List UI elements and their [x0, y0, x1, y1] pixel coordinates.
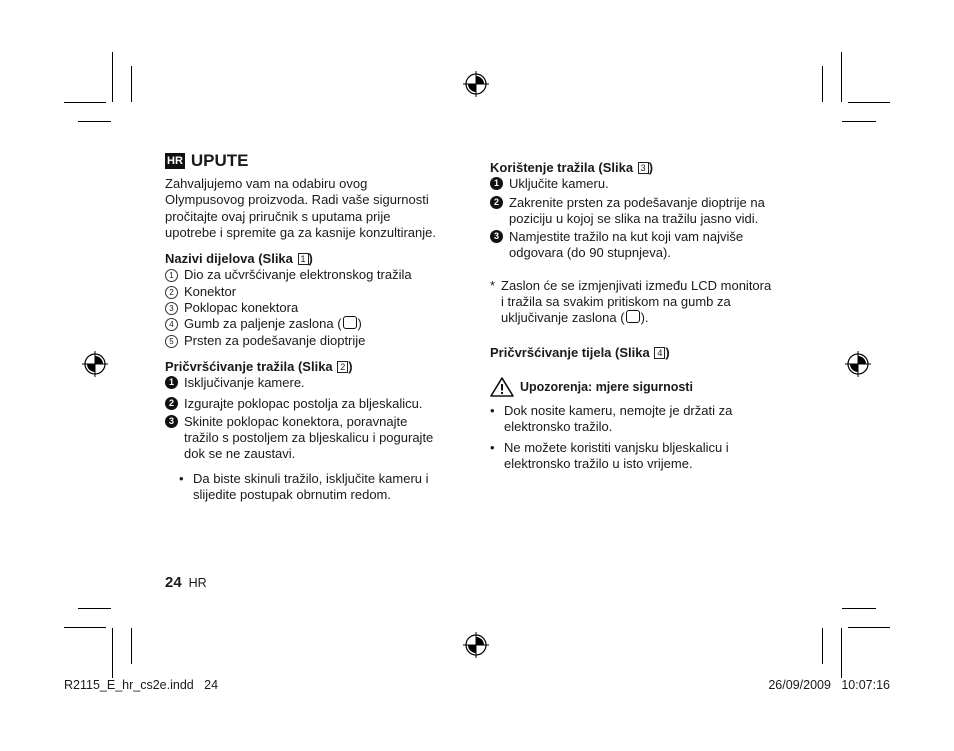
list-item [165, 316, 465, 332]
step-item [490, 195, 800, 228]
warning-heading-row [490, 377, 800, 397]
body-attach-heading-close: ) [665, 344, 670, 360]
list-item [165, 333, 465, 349]
parts-heading-text: Nazivi dijelova (Slika [165, 251, 293, 267]
step-item [490, 176, 800, 192]
step-text: Zakrenite prsten za podešavanje dioptrije na [509, 194, 765, 210]
use-heading-text: Korištenje tražila (Slika [490, 160, 634, 175]
crop-mark [841, 628, 842, 678]
step-item [165, 375, 465, 391]
crop-mark [64, 627, 106, 628]
bullet-icon: • [490, 439, 495, 455]
figure-number: 4 [654, 347, 665, 359]
step-text: dok se ne zaustavi. [184, 446, 296, 462]
warning-text: elektronsko tražilo u isto vrijeme. [504, 455, 693, 471]
step-text: tražilo s postoljem za bljeskalicu i pogurajte [184, 430, 434, 446]
warning-heading: Upozorenja: mjere sigurnosti [520, 379, 693, 394]
crop-mark [841, 52, 842, 102]
crop-mark [848, 102, 890, 103]
body-attach-heading [490, 345, 800, 361]
step-text: Izgurajte poklopac postolja za bljeskalicu. [184, 395, 423, 411]
crop-mark [131, 628, 132, 664]
step-number: 1 [490, 177, 503, 190]
registration-mark-icon [82, 351, 108, 377]
use-heading-close: ) [648, 160, 654, 175]
bullet-icon: • [490, 402, 495, 418]
registration-mark-icon [463, 632, 489, 658]
step-item [490, 229, 800, 262]
item-text: Poklopac konektora [184, 300, 299, 316]
language-badge: HR [167, 155, 183, 167]
crop-mark [64, 102, 106, 103]
note-text: slijedite postupak obrnutim redom. [193, 487, 391, 503]
step-text: Isključivanje kamere. [184, 375, 305, 391]
step-item [165, 414, 465, 463]
item-text-part: ) [357, 316, 362, 332]
crop-mark [842, 121, 876, 122]
intro-line: pročitajte ovaj priručnik s uputama prije [165, 208, 391, 224]
page-number-row [165, 574, 207, 591]
item-number: 4 [165, 318, 178, 331]
note-text [501, 310, 771, 326]
crop-mark [822, 66, 823, 102]
step-text: Uključite kameru. [509, 176, 609, 192]
crop-mark [131, 66, 132, 102]
list-item [165, 267, 465, 283]
attach-heading-text: Pričvršćivanje tražila (Slika [165, 358, 333, 374]
crop-mark [112, 52, 113, 102]
item-number: 2 [165, 286, 178, 299]
asterisk-note [490, 278, 800, 327]
body-attach-heading-text: Pričvršćivanje tijela (Slika [490, 344, 650, 360]
crop-mark [78, 121, 111, 122]
step-number: 1 [165, 376, 178, 389]
step-text: Namjestite tražilo na kut koji vam najviše [509, 229, 744, 245]
note-item [179, 471, 465, 504]
asterisk-icon: * [490, 277, 496, 293]
registration-mark-icon [845, 351, 871, 377]
list-item [165, 300, 465, 316]
left-column [165, 152, 465, 503]
page-lang: HR [188, 576, 207, 590]
warning-item [490, 440, 800, 473]
intro-line: upotrebe i spremite ga za kasnije konzultiranje. [165, 224, 436, 240]
display-button-icon [343, 316, 357, 329]
warning-text: Dok nosite kameru, nemojte je držati za [504, 402, 733, 418]
crop-mark [112, 628, 113, 678]
page-number: 24 [165, 574, 182, 591]
crop-mark [822, 628, 823, 664]
warning-triangle-icon [490, 377, 514, 397]
step-number: 2 [165, 397, 178, 410]
title-row [165, 152, 465, 170]
display-button-icon [626, 310, 640, 323]
note-text: Da biste skinuli tražilo, isključite kameru i [193, 470, 429, 486]
right-column [490, 160, 800, 472]
crop-mark [842, 608, 876, 609]
registration-mark-icon [463, 71, 489, 97]
parts-heading [165, 251, 465, 267]
item-number: 1 [165, 269, 178, 282]
item-text: Prsten za podešavanje dioptrije [184, 332, 366, 348]
warning-item [490, 403, 800, 436]
figure-number: 2 [337, 361, 348, 373]
item-text: Konektor [184, 283, 237, 299]
intro-paragraph [165, 176, 465, 241]
step-text: poziciju u kojoj se slika na tražilu jasno vidi. [509, 210, 759, 226]
item-text-part: Gumb za paljenje zaslona ( [184, 316, 342, 332]
step-text: odgovara (do 90 stupnjeva). [509, 245, 671, 261]
step-item [165, 396, 465, 412]
item-number: 3 [165, 302, 178, 315]
crop-mark [78, 608, 111, 609]
intro-line: Zahvaljujemo vam na odabiru ovog [165, 176, 368, 191]
step-text: Skinite poklopac konektora, poravnajte [184, 413, 408, 429]
note-text: Zaslon će se izmjenjivati između LCD monitora [501, 277, 772, 293]
item-text [184, 316, 362, 332]
step-number: 3 [165, 415, 178, 428]
note-text: i tražila sa svakim pritiskom na gumb za [501, 294, 731, 310]
parts-heading-close: ) [308, 251, 313, 267]
step-number: 2 [490, 196, 503, 209]
item-text: Dio za učvršćivanje elektronskog tražila [184, 267, 412, 283]
date-slug: 26/09/2009 10:07:16 [768, 678, 890, 692]
intro-line: Olympusovog proizvoda. Radi vaše sigurnosti [165, 192, 429, 208]
warning-text: Ne možete koristiti vanjsku bljeskalicu i [504, 439, 729, 455]
crop-mark [848, 627, 890, 628]
step-number: 3 [490, 230, 503, 243]
list-item [165, 284, 465, 300]
note-text-part: ). [640, 310, 649, 326]
file-slug: R2115_E_hr_cs2e.indd 24 [64, 678, 219, 692]
attach-heading-close: ) [348, 358, 353, 374]
warning-text: elektronsko tražilo. [504, 419, 613, 435]
item-number: 5 [165, 335, 178, 348]
use-heading [490, 160, 800, 176]
figure-number: 1 [298, 253, 309, 265]
attach-heading [165, 359, 465, 375]
note-text-part: uključivanje zaslona ( [501, 310, 625, 326]
figure-number: 3 [638, 162, 649, 174]
page-title: UPUTE [190, 151, 249, 170]
bullet-icon: • [179, 470, 184, 486]
